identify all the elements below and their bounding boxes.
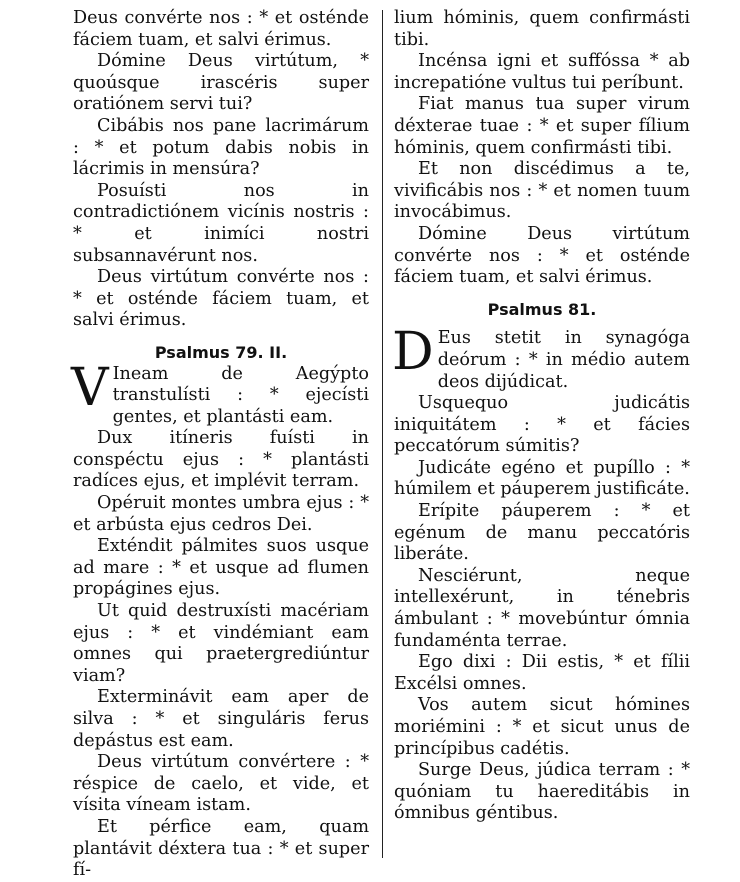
verse: Ego dixi : Dii estis, * et fílii Excélsi omnes.	[394, 652, 690, 694]
verse-with-initial	[71, 357, 369, 429]
verse: Deus convérte nos : * et osténde fáciem tuam, et salvi érimus.	[73, 8, 369, 50]
verse: Incénsa igni et suffóssa * ab increpatióne vultus tui períbunt.	[394, 51, 690, 93]
verse: Cibábis nos pane lacrimárum : * et potum dabis nobis in lácrimis in mensúra?	[73, 115, 369, 180]
verse: Erípite páuperem : * et egénum de manu peccatóris liberáte.	[394, 501, 690, 565]
verse: Ut quid destruxísti macériam ejus : * et vindémiant eam omnes qui praetergrediúntur viam?	[73, 601, 369, 686]
verse: Et pérfice eam, quam plantávit déxtera tua : * et super fí-	[73, 816, 369, 881]
verse: Dux itíneris fuísti in conspéctu ejus : * plantásti radíces ejus, et implévit terram.	[73, 428, 369, 492]
verse: Usquequo judicátis iniquitátem : * et fácies peccatórum súmitis?	[394, 393, 690, 457]
verse: Posuísti nos in contradictiónem vicínis nostris : * et inimíci nostri subsannavérunt nos.	[73, 180, 369, 266]
verse: Dómine Deus virtútum, * quoúsque irascéris super oratiónem servi tui?	[73, 51, 369, 115]
verse: Deus virtútum convértere : * réspice de caelo, et vide, et vísita víneam istam.	[73, 752, 369, 816]
right-column	[394, 8, 690, 825]
column-divider	[382, 10, 383, 858]
verse-with-initial	[392, 322, 690, 393]
verse: Dómine Deus virtútum convérte nos : * et osténde fáciem tuam, et salvi érimus.	[394, 223, 690, 288]
verse: lium hóminis, quem confirmásti tibi.	[394, 8, 690, 50]
drop-cap: D	[392, 322, 434, 383]
drop-cap: V	[71, 357, 109, 418]
verse: Surge Deus, júdica terram : * quóniam tu haereditábis in ómnibus géntibus.	[394, 760, 690, 824]
verse-text: Ineam de Aegýpto transtulísti : * ejecísti gentes, et plantásti eam.	[112, 363, 369, 427]
verse: Judicáte egéno et pupíllo : * húmilem et páuperem justificáte.	[394, 457, 690, 500]
psalm-heading: Psalmus 81.	[487, 299, 597, 319]
verse: Vos autem sicut hómines moriémini : * et sicut unus de princípibus cadétis.	[394, 695, 690, 759]
left-column	[73, 8, 369, 882]
verse: Et non discédimus a te, vivificábis nos : * et nomen tuum invocábimus.	[394, 159, 690, 223]
verse: Fiat manus tua super virum déxterae tuae : * et super fílium hóminis, quem confirmásti tibi.	[394, 94, 690, 158]
verse: Opéruit montes umbra ejus : * et arbústa ejus cedros Dei.	[73, 493, 369, 535]
verse: Exténdit pálmites suos usque ad mare : * et usque ad flumen propágines ejus.	[73, 536, 369, 600]
verse: Nesciérunt, neque intellexérunt, in ténebris ámbulant : * movebúntur ómnia fundaménta terrae.	[394, 565, 690, 651]
psalm-heading: Psalmus 79. II.	[154, 342, 288, 362]
verse: Exterminávit eam aper de silva : * et singuláris ferus depástus est eam.	[73, 687, 369, 751]
verse-text: Eus stetit in synagóga deórum : * in médio autem deos dijúdicat.	[437, 328, 690, 392]
verse: Deus virtútum convérte nos : * et osténde fáciem tuam, et salvi érimus.	[73, 267, 369, 331]
